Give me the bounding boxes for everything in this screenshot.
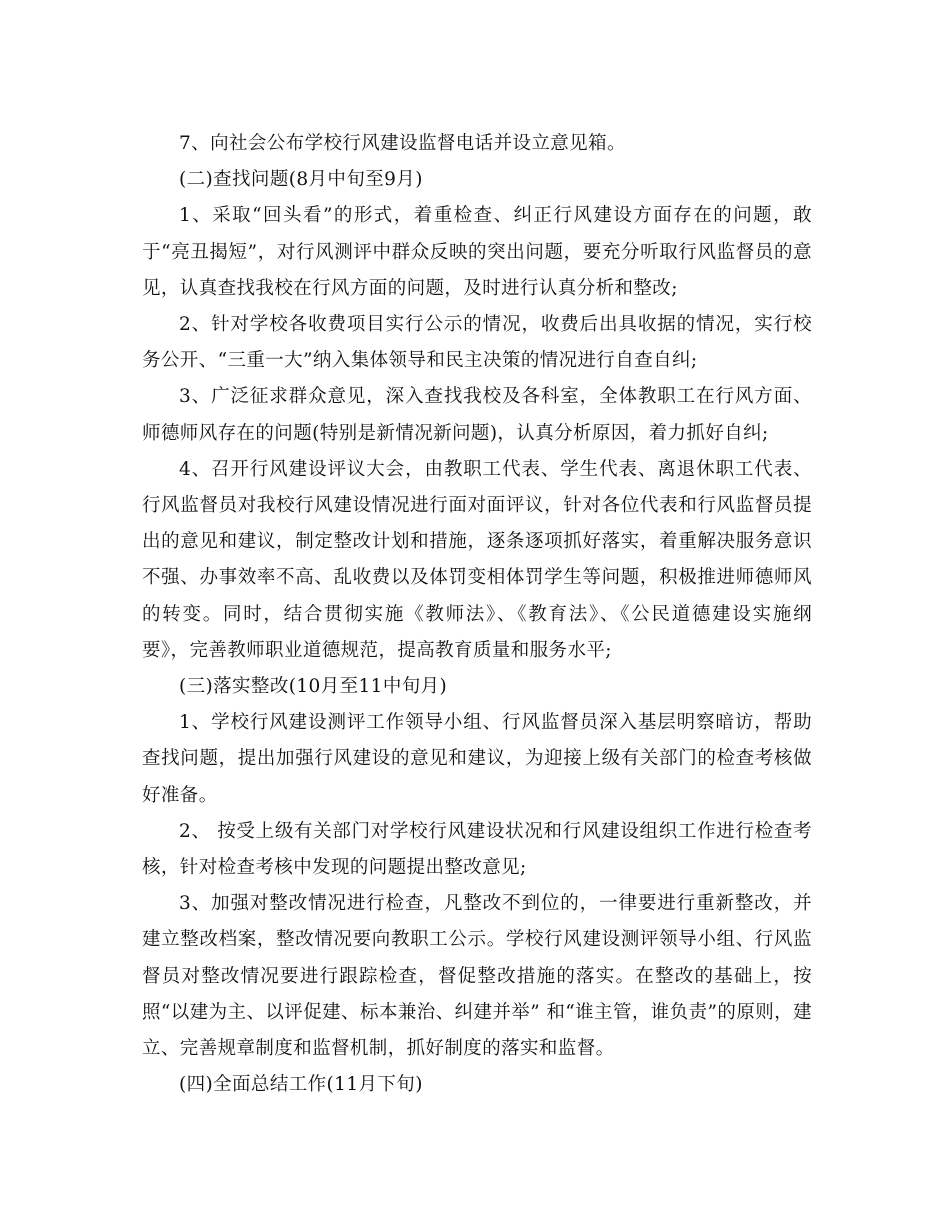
paragraph-find-1: 1、采取“回头看”的形式，着重检查、纠正行风建设方面存在的问题，敢于“亮丑揭短”，对行风测评中群众反映的突出问题，要充分听取行风监督员的意见，认真查找我校在行风方面的问题，及时进行认真分析和整改;	[142, 205, 812, 299]
section-heading-implement-rectification: (三)落实整改(10月至11中旬月)	[179, 676, 448, 698]
document-body	[142, 126, 812, 1103]
paragraph-find-2: 2、针对学校各收费项目实行公示的情况，收费后出具收据的情况，实行校务公开、“三重一大”纳入集体领导和民主决策的情况进行自查自纠;	[142, 314, 812, 372]
paragraph-implement-3: 3、加强对整改情况进行检查，凡整改不到位的，一律要进行重新整改，并建立整改档案，整改情况要向教职工公示。学校行风建设测评领导小组、行风监督员对整改情况要进行跟踪检查，督促整改措施的落实。在整改的基础上，按照“以建为主、以评促建、标本兼治、纠建并举” 和“谁主管，谁负责”的原则，建立、完善规章制度和监督机制，抓好制度的落实和监督。	[142, 893, 812, 1060]
section-heading-summary: (四)全面总结工作(11月下旬)	[179, 1074, 423, 1096]
paragraph-implement-1: 1、学校行风建设测评工作领导小组、行风监督员深入基层明察暗访，帮助查找问题，提出加强行风建设的意见和建议，为迎接上级有关部门的检查考核做好准备。	[142, 712, 812, 806]
paragraph-item-7: 7、向社会公布学校行风建设监督电话并设立意见箱。	[179, 133, 626, 154]
section-heading-find-problems: (二)查找问题(8月中旬至9月)	[179, 169, 423, 191]
paragraph-find-3: 3、广泛征求群众意见，深入查找我校及各科室，全体教职工在行风方面、师德师风存在的问题(特别是新情况新问题)，认真分析原因，着力抓好自纠;	[142, 386, 812, 444]
paragraph-find-4: 4、召开行风建设评议大会，由教职工代表、学生代表、离退休职工代表、行风监督员对我校行风建设情况进行面对面评议，针对各位代表和行风监督员提出的意见和建议，制定整改计划和措施，逐条逐项抓好落实，着重解决服务意识不强、办事效率不高、乱收费以及体罚变相体罚学生等问题，积极推进师德师风的转变。同时，结合贯彻实施《教师法》、《教育法》、《公民道德建设实施纲要》，完善教师职业道德规范，提高教育质量和服务水平;	[142, 458, 812, 661]
paragraph-implement-2: 2、 按受上级有关部门对学校行风建设状况和行风建设组织工作进行检查考核，针对检查考核中发现的问题提出整改意见;	[142, 820, 812, 879]
